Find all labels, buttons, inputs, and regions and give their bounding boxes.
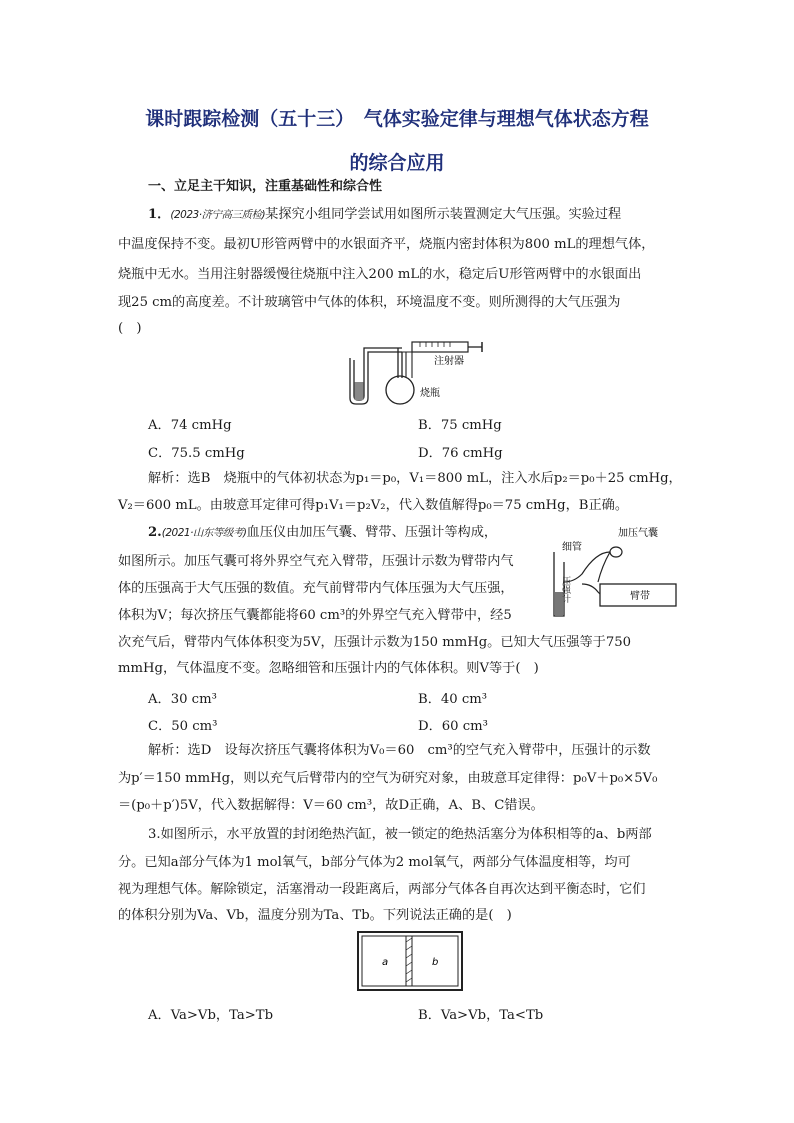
section-heading: 一、立足主干知识，注重基础性和综合性 (148, 179, 383, 194)
mercury-column (355, 382, 364, 400)
q1-line2: 中温度保持不变。最初U形管两臂中的水银面齐平，烧瓶内密封体积为800 mL的理想气体， (118, 237, 655, 252)
q1-answer-line1: 解析：选B 烧瓶中的气体初状态为p₁＝p₀，V₁＝800 mL，注入水后p₂＝p₀＋25 cmHg， (148, 471, 682, 486)
q3-cylinder-diagram (356, 930, 466, 994)
q1-option-a: A．74 cmHg (148, 418, 232, 433)
syringe-label: 注射器 (434, 356, 464, 367)
q2-option-a: A．30 cm³ (148, 692, 217, 707)
q2-option-c: C．50 cm³ (148, 719, 218, 734)
bulb-label: 加压气囊 (618, 528, 658, 539)
q1-number: 1． (148, 207, 171, 222)
q2-line2: 如图所示。加压气囊可将外界空气充入臂带，压强计示数为臂带内气 (118, 554, 514, 569)
q1-line1 (148, 206, 708, 224)
cuff-label: 臂带 (630, 591, 650, 602)
q1-option-b: B．75 cmHg (418, 418, 502, 433)
flask-label: 烧瓶 (420, 388, 440, 399)
q1-line3: 烧瓶中无水。当用注射器缓慢往烧瓶中注入200 mL的水，稳定后U形管两臂中的水银面出 (118, 267, 642, 282)
q2-blood-pressure-diagram (544, 522, 684, 622)
q2-answer-line3: ＝(p₀＋p′)5V，代入数据解得：V＝60 cm³，故D正确，A、B、C错误。 (118, 798, 544, 813)
q2-line6: mmHg，气体温度不变。忽略细管和压强计内的气体体积。则V等于( ) (118, 661, 539, 676)
q1-line4: 现25 cm的高度差。不计玻璃管中气体的体积，环境温度不变。则所测得的大气压强为 (118, 295, 621, 310)
gauge-label: 压强计 (560, 576, 570, 603)
tube-label: 细管 (562, 542, 582, 553)
q2-source: (2021·山东等级考) (161, 527, 247, 539)
q1-option-c: C．75.5 cmHg (148, 446, 245, 461)
q1-answer-line2: V₂＝600 mL。由玻意耳定律可得p₁V₁＝p₂V₂，代入数值解得p₀＝75 cmHg，B正确。 (118, 498, 629, 513)
q1-source: (2023·济宁高三质检) (170, 209, 266, 221)
q2-line4: 体积为V；每次挤压气囊都能将60 cm³的外界空气充入臂带中，经5 (118, 608, 512, 623)
q1-apparatus-diagram (340, 338, 490, 410)
flask-shape (386, 376, 414, 404)
q3-line3: 视为理想气体。解除锁定，活塞滑动一段距离后，两部分气体各自再次达到平衡态时，它们 (118, 882, 646, 897)
q1-option-d: D．76 cmHg (418, 446, 503, 461)
q2-number: 2. (148, 525, 162, 540)
q1-text-1: 某探究小组同学尝试用如图所示装置测定大气压强。实验过程 (265, 207, 622, 222)
q3-option-b: B．Va>Vb，Ta<Tb (418, 1008, 544, 1023)
chamber-a-label: a (382, 957, 389, 968)
page-title-line2: 的综合应用 (349, 152, 445, 174)
bulb-shape (610, 547, 622, 557)
q3-line1: 3.如图所示，水平放置的封闭绝热汽缸，被一锁定的绝热活塞分为体积相等的a、b两部 (148, 827, 652, 842)
q2-option-d: D．60 cm³ (418, 719, 488, 734)
q3-line4: 的体积分别为Va、Vb，温度分别为Ta、Tb。下列说法正确的是( ) (118, 908, 512, 923)
chamber-b-label: b (432, 957, 439, 968)
q2-line3: 体的压强高于大气压强的数值。充气前臂带内气体压强为大气压强， (118, 581, 514, 596)
q2-option-b: B．40 cm³ (418, 692, 488, 707)
q3-line2: 分。已知a部分气体为1 mol氧气，b部分气体为2 mol氧气，两部分气体温度相等，均可 (118, 855, 631, 870)
q1-line5: ( ) (118, 321, 142, 336)
q2-line1 (148, 524, 568, 542)
q2-answer-line2: 为p′＝150 mmHg，则以充气后臂带内的空气为研究对象，由玻意耳定律得：p₀V＋p₀×5V₀ (118, 771, 658, 786)
q3-option-a: A．Va>Vb，Ta>Tb (148, 1008, 274, 1023)
page-title-line1: 课时跟踪检测（五十三） 气体实验定律与理想气体状态方程 (145, 108, 649, 130)
q2-answer-line1: 解析：选D 设每次挤压气囊将体积为V₀＝60 cm³的空气充入臂带中，压强计的示数 (148, 743, 651, 758)
q2-text-1: 血压仪由加压气囊、臂带、压强计等构成， (246, 525, 498, 540)
q2-line5: 次充气后，臂带内气体体积变为5V，压强计示数为150 mmHg。已知大气压强等于750 (118, 635, 632, 650)
